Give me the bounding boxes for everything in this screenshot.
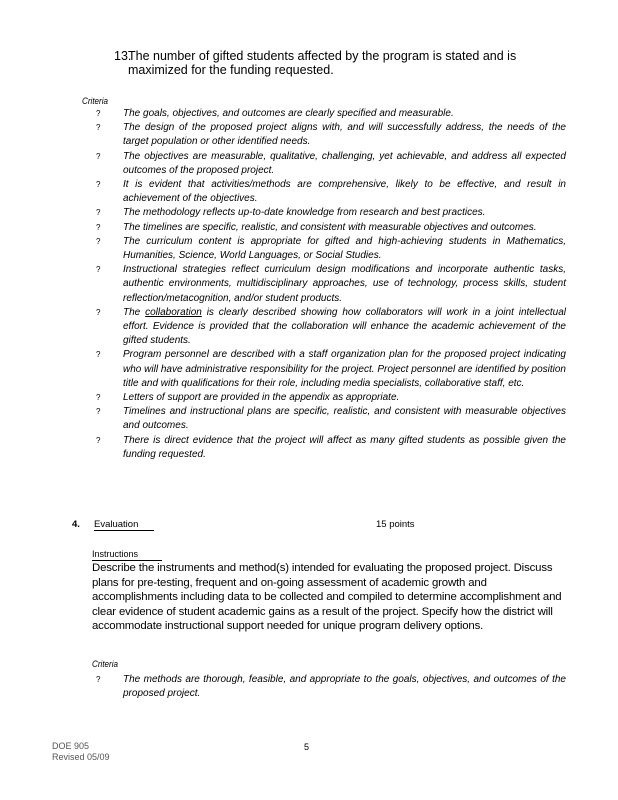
criteria-item: ? The goals, objectives, and outcomes are clearly specified and measurable. [96,107,566,121]
collaboration-term: collaboration [145,306,202,318]
section-heading-evaluation [72,519,532,535]
bullet-icon: ? [96,180,101,190]
bullet-icon: ? [96,109,101,118]
bullet-icon: ? [96,393,101,403]
revision-date: Revised 05/09 [52,752,110,762]
bullet-icon: ? [96,123,101,133]
criteria-item: ? Instructional strategies reflect curriculum design modifications and incorporate authentic tasks, authentic environments, multidisciplinary approaches, use of technology, process skills, student reflection/metacognition, and/or student products. [96,264,566,304]
page-number: 5 [304,742,310,752]
bullet-icon: ? [96,407,101,417]
bullet-icon: ? [96,350,101,360]
criteria-heading-evaluation: Criteria [92,659,119,670]
criteria-item: ? The timelines are specific, realistic, and consistent with measurable objectives and outcomes. [96,221,566,235]
bullet-icon: ? [96,675,101,684]
doc-id: DOE 905 [52,741,90,751]
criteria-item: ? It is evident that activities/methods are comprehensive, likely to be effective, and result in achievement of the objectives. [96,179,566,205]
bullet-icon: ? [96,222,101,232]
criterion-13 [114,49,534,77]
bullet-icon: ? [96,236,101,246]
criteria-item: ? Letters of support are provided in the appendix as appropriate. [96,391,566,405]
criteria-item: ? Program personnel are described with a staff organization plan for the proposed project indicating who will have administrative responsibility for the project. Project personnel are identified by position title and with qualifications for their role, including media specialists, collaborative staff, etc. [96,349,566,389]
criteria-item: ? There is direct evidence that the project will affect as many gifted students as possible given the funding requested. [96,434,566,460]
bullet-icon: ? [96,265,101,275]
item-number: 13. [114,49,132,63]
section-points: 15 points [376,519,415,530]
instructions-text: Describe the instruments and method(s) intended for evaluating the proposed project. Discuss plans for pre-testing, frequent and on-going assessment of academic growth and accomplishments including data to be collected and compiled to determine accomplishment and clear evidence of student academic gains as a result of the project. Specify how the district will accommodate instructional support needed for unique program delivery options. [92,562,562,633]
footer-doc-info [52,741,110,763]
section-title: Evaluation [94,519,154,531]
bullet-icon: ? [96,307,101,317]
criteria-item: ? Timelines and instructional plans are specific, realistic, and consistent with measurable objectives and outcomes. [96,406,566,432]
criteria-item: ? The methods are thorough, feasible, and appropriate to the goals, objectives, and outcomes of the proposed project. [96,674,566,700]
bullet-icon: ? [96,208,101,218]
section-number: 4. [72,519,80,530]
criteria-item: ? The curriculum content is appropriate for gifted and high-achieving students in Mathematics, Humanities, Science, World Languages, or Social Studies. [96,235,566,262]
criteria-list-evaluation [96,673,566,701]
bullet-icon: ? [96,151,101,161]
criteria-heading: Criteria [82,96,109,107]
criteria-item: ? The design of the proposed project aligns with, and will successfully address, the needs of the target population or other identified needs. [96,122,566,148]
item-text: The number of gifted students affected by the program is stated and is maximized for the funding requested. [128,49,517,77]
criteria-list [96,107,566,462]
criteria-item: ? The methodology reflects up-to-date knowledge from research and best practices. [96,206,566,220]
criteria-item: ? The collaboration is clearly described showing how collaborators will work in a joint intellectual effort. Evidence is provided that the collaboration will enhance the academic achievement of the gifted students. [96,306,566,347]
instructions-heading: Instructions [92,548,162,561]
criteria-item: ? The objectives are measurable, qualitative, challenging, yet achievable, and address all expected outcomes of the proposed project. [96,150,566,176]
bullet-icon: ? [96,435,101,445]
